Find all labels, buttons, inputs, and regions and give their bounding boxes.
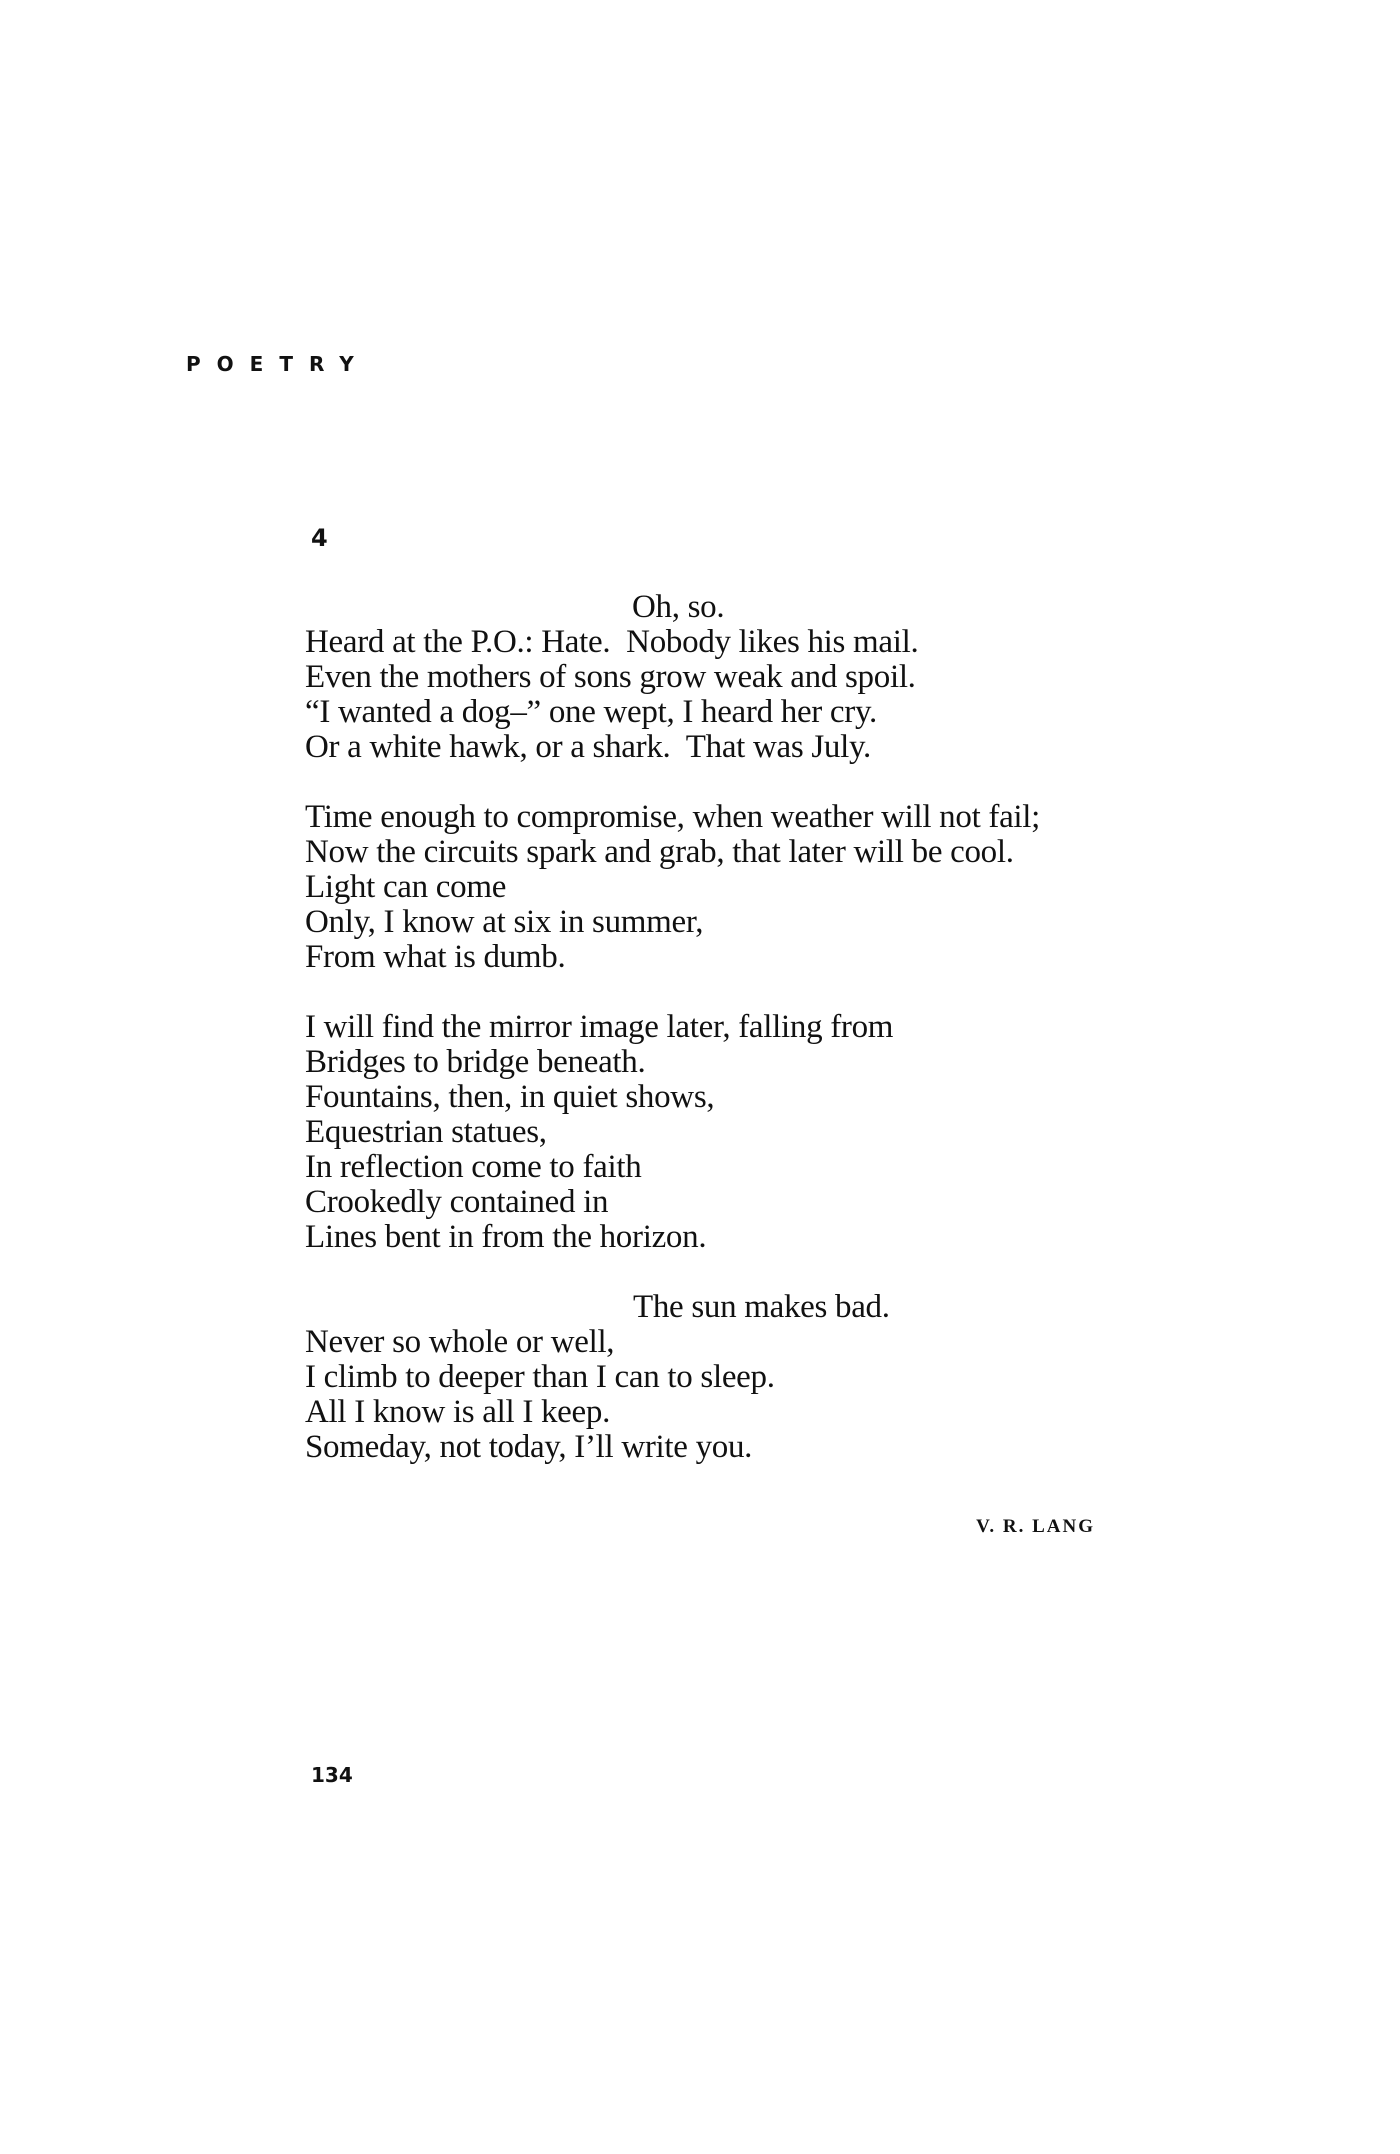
- stanza: [305, 1010, 1205, 1255]
- poem-line: Fountains, then, in quiet shows,: [305, 1079, 715, 1115]
- poem-line: The sun makes bad.: [633, 1289, 890, 1325]
- author-signature: V. R. LANG: [976, 1516, 1095, 1537]
- poem-line: Never so whole or well,: [305, 1324, 615, 1360]
- poem-line: “I wanted a dog–” one wept, I heard her cry.: [305, 694, 877, 730]
- poem-line: Even the mothers of sons grow weak and spoil.: [305, 659, 916, 695]
- poem-line: Heard at the P.O.: Hate. Nobody likes his mail.: [305, 624, 919, 660]
- poem-line: Only, I know at six in summer,: [305, 904, 704, 940]
- poem-line: Someday, not today, I’ll write you.: [305, 1429, 753, 1465]
- poem: [305, 590, 1205, 1500]
- page-number: 134: [311, 1763, 353, 1787]
- poem-line: I climb to deeper than I can to sleep.: [305, 1359, 775, 1395]
- poem-line: All I know is all I keep.: [305, 1394, 611, 1430]
- stanza: [305, 1290, 1205, 1465]
- poem-line: Now the circuits spark and grab, that later will be cool.: [305, 834, 1014, 870]
- stanza: [305, 800, 1205, 975]
- poem-line: I will find the mirror image later, falling from: [305, 1009, 894, 1045]
- poem-line: Light can come: [305, 869, 507, 905]
- poem-line: Time enough to compromise, when weather will not fail;: [305, 799, 1041, 835]
- poem-line: Bridges to bridge beneath.: [305, 1044, 646, 1080]
- poem-line: Lines bent in from the horizon.: [305, 1219, 707, 1255]
- poem-line: Or a white hawk, or a shark. That was July.: [305, 729, 871, 765]
- poem-line: Equestrian statues,: [305, 1114, 547, 1150]
- running-head: POETRY: [186, 352, 370, 376]
- poem-line: Crookedly contained in: [305, 1184, 609, 1220]
- stanza: [305, 590, 1205, 765]
- poem-line: Oh, so.: [632, 589, 725, 625]
- poem-line: From what is dumb.: [305, 939, 566, 975]
- poem-line: In reflection come to faith: [305, 1149, 642, 1185]
- section-number: 4: [311, 524, 328, 552]
